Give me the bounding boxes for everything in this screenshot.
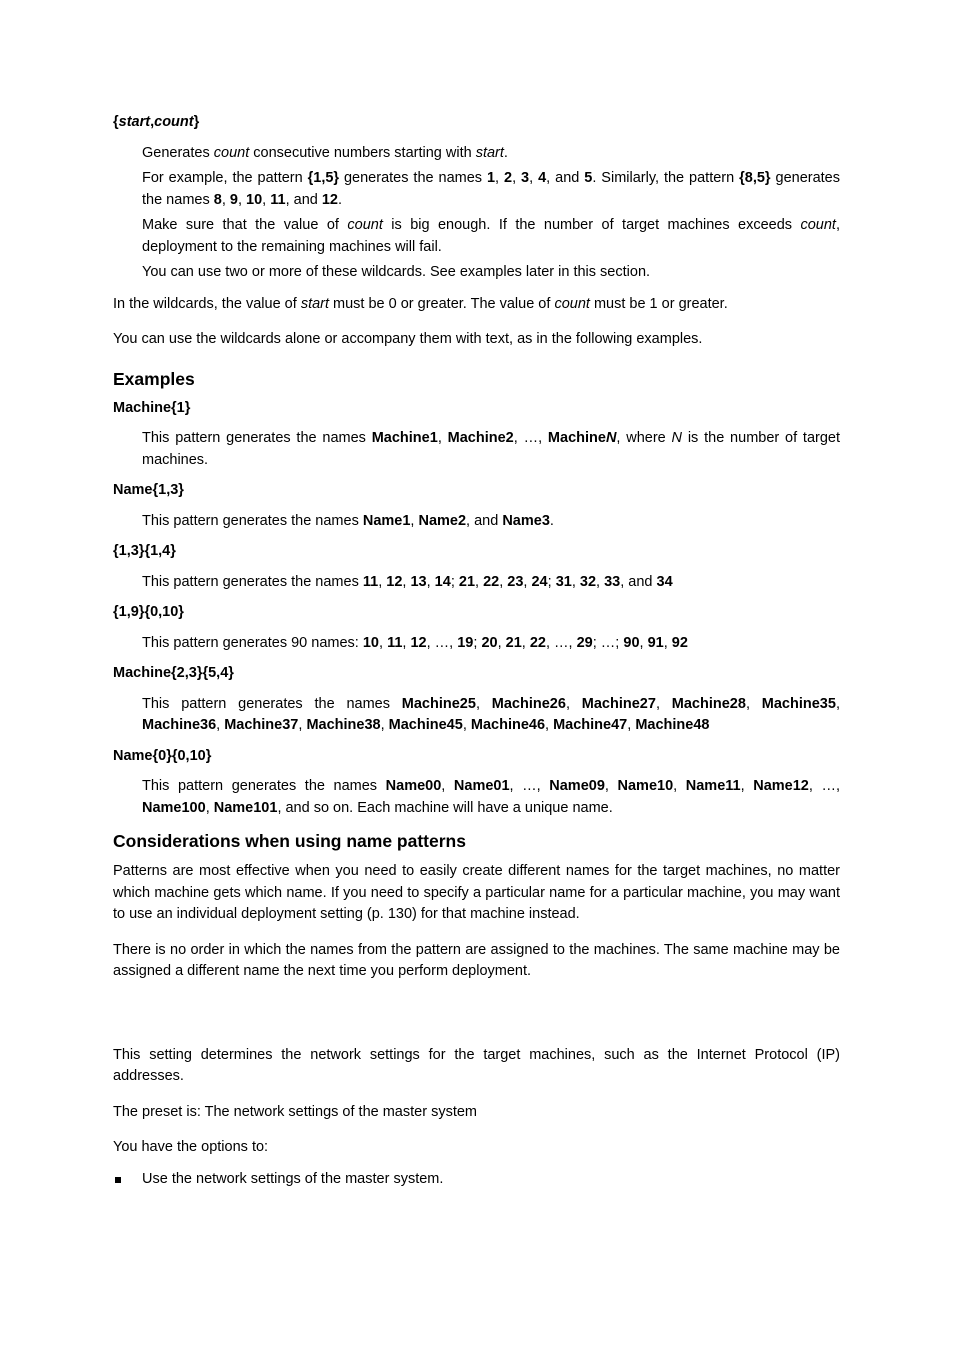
example-desc-6: This pattern generates the names Name00, Name01, …, Name09, Name10, Name11, Name12, …, Name100, Name101, and so on. Each machine will have a unique name.	[142, 778, 840, 816]
example-desc-2: This pattern generates the names Name1, Name2, and Name3.	[142, 512, 554, 529]
network-preset-paragraph: The preset is: The network settings of the master system	[113, 1103, 477, 1120]
example-term-2: Name{1,3}	[113, 482, 184, 498]
example-term-5: Machine{2,3}{5,4}	[113, 665, 234, 681]
wildcard-desc-4: You can use two or more of these wildcards. See examples later in this section.	[142, 264, 651, 280]
example-desc-1: This pattern generates the names Machine1, Machine2, …, MachineN, where N is the number of target machines.	[142, 430, 840, 468]
bullet-item	[113, 1169, 840, 1191]
example-term-4: {1,9}{0,10}	[113, 604, 184, 620]
document-page	[113, 112, 840, 1190]
network-paragraph-1: This setting determines the network settings for the target machines, such as the Internet Protocol (IP) addresses.	[113, 1046, 840, 1084]
wildcard-usage-paragraph: You can use the wildcards alone or accompany them with text, as in the following examples.	[113, 331, 703, 347]
wildcard-term: {start,count}	[113, 114, 200, 130]
example-term-3: {1,3}{1,4}	[113, 543, 176, 559]
considerations-heading: Considerations when using name patterns	[113, 831, 466, 851]
bullet-text: Use the network settings of the master system.	[142, 1170, 444, 1187]
considerations-paragraph-1: Patterns are most effective when you need to easily create different names for the target machines, no matter which machine gets which name. If you need to specify a particular name for a particular machine, you may want to use an individual deployment setting (p. 130) for that machine instead.	[113, 863, 840, 922]
network-options-paragraph: You have the options to:	[113, 1139, 269, 1155]
example-desc-5: This pattern generates the names Machine25, Machine26, Machine27, Machine28, Machine35, Machine36, Machine37, Machine38, Machine45, Machine46, Machine47, Machine48	[142, 695, 840, 733]
square-bullet-icon	[115, 1177, 121, 1183]
example-term-6: Name{0}{0,10}	[113, 747, 212, 764]
example-desc-4: This pattern generates 90 names: 10, 11, 12, …, 19; 20, 21, 22, …, 29; …; 90, 91, 92	[142, 634, 688, 651]
example-desc-3: This pattern generates the names 11, 12, 13, 14; 21, 22, 23, 24; 31, 32, 33, and 34	[142, 573, 673, 590]
wildcard-range-paragraph: In the wildcards, the value of start must be 0 or greater. The value of count must be 1 or greater.	[113, 295, 728, 312]
example-term-1: Machine{1}	[113, 399, 191, 416]
wildcard-desc-2: For example, the pattern {1,5} generates the names 1, 2, 3, 4, and 5. Similarly, the pattern {8,5} generates the names 8, 9, 10, 11, and 12.	[142, 170, 841, 208]
wildcard-desc-3: Make sure that the value of count is big enough. If the number of target machines exceeds count, deployment to the remaining machines will fail.	[142, 217, 840, 255]
examples-heading: Examples	[113, 368, 195, 389]
wildcard-desc-1: Generates count consecutive numbers starting with start.	[142, 144, 508, 161]
considerations-paragraph-2: There is no order in which the names from the pattern are assigned to the machines. The same machine may be assigned a different name the next time you perform deployment.	[113, 941, 840, 979]
